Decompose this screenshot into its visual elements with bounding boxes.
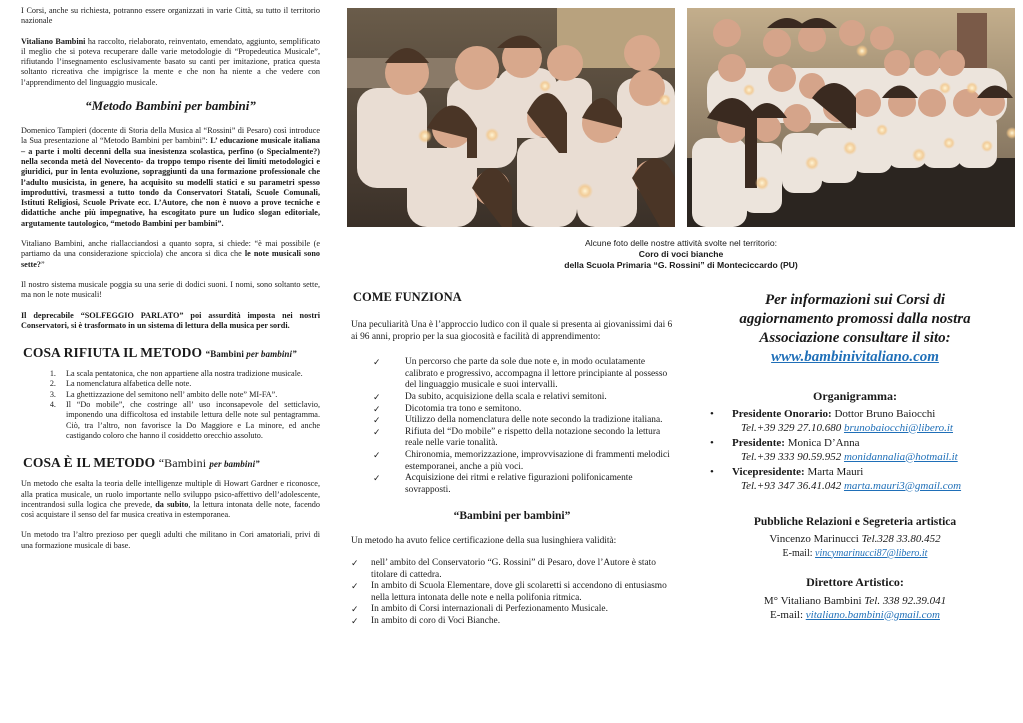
org-contact bbox=[732, 480, 1010, 494]
feature-text: Da subito, acquisizione della scala e relativi semitoni. bbox=[405, 391, 607, 402]
rifiuta-item: 2. La nomenclatura alfabetica delle note. bbox=[58, 379, 320, 389]
bullet-icon: • bbox=[710, 437, 714, 449]
certification-item bbox=[351, 604, 673, 616]
certifications-list bbox=[351, 558, 673, 628]
website-link[interactable]: www.bambinivitaliano.com bbox=[771, 349, 939, 365]
dodici-suoni-paragraph: Il nostro sistema musicale poggia su una serie di dodici suoni. I nomi, sono soltanto sette, ma non le note musicali! bbox=[21, 279, 320, 300]
org-name: Monica D’Anna bbox=[784, 437, 860, 449]
certification-item bbox=[351, 615, 673, 628]
feature-item bbox=[373, 357, 673, 392]
organigramma-list bbox=[700, 408, 1010, 493]
feature-text: Utilizzo della nomenclatura delle note secondo la tradizione italiana. bbox=[405, 415, 663, 426]
rifiuta-list bbox=[21, 369, 320, 441]
direttore-heading: Direttore Artistico: bbox=[806, 575, 904, 589]
author-name: Vitaliano Bambini bbox=[21, 36, 86, 46]
rifiuta-heading-sub2: per bambini” bbox=[246, 349, 297, 360]
feature-item bbox=[373, 403, 673, 416]
checkmark-icon: ✓ bbox=[373, 415, 381, 426]
caption-line-3: della Scuola Primaria “G. Rossini” di Monteciccardo (PU) bbox=[564, 260, 798, 270]
org-email-link[interactable]: marta.mauri3@gmail.com bbox=[843, 479, 962, 492]
rifiuta-item: 1. La scala pentatonica, che non appartiene alla nostra tradizione musicale. bbox=[58, 369, 320, 379]
note-sette-paragraph bbox=[21, 239, 320, 270]
intro-paragraph: I Corsi, anche su richiesta, potranno essere organizzati in varie Città, su tutto il territorio nazionale bbox=[21, 6, 320, 26]
rifiuta-heading-text: COSA RIFIUTA IL METODO bbox=[23, 345, 203, 361]
feature-text: Chironomia, memorizzazione, improvvisazione di frammenti melodici estemporanei, anche a più voci. bbox=[405, 449, 670, 472]
org-member bbox=[700, 437, 1010, 464]
pubbliche-relazioni-heading: Pubbliche Relazioni e Segreteria artistica bbox=[753, 516, 957, 528]
cose-heading-text: COSA È IL METODO bbox=[23, 455, 156, 471]
org-role: Presidente: bbox=[732, 437, 785, 449]
org-tel: Tel.+39 333 90.59.952 bbox=[741, 450, 844, 463]
feature-text: Dicotomia tra tono e semitono. bbox=[405, 403, 522, 414]
bullet-icon: • bbox=[710, 466, 714, 478]
note-sette-end: ” bbox=[41, 259, 45, 269]
rifiuta-heading bbox=[23, 345, 320, 361]
org-tel: Tel.+39 329 27.10.680 bbox=[741, 421, 844, 434]
certification-item bbox=[351, 581, 673, 604]
come-funziona-intro: Una peculiarità Una è l’approccio ludico con il quale si presenta ai giovanissimi dai 6 ai 96 anni, proprio per la sua giocosità e facilità di apprendimento: bbox=[351, 320, 673, 342]
metodo-text-b: , la lettura intonata delle note, facendo così acquistare il senso del far musica creativa in estemporanea. bbox=[21, 499, 320, 520]
org-email-link[interactable]: monidannalia@hotmail.it bbox=[843, 450, 958, 463]
org-name: Dottor Bruno Baiocchi bbox=[831, 408, 936, 420]
org-email-link[interactable]: brunobaiocchi@libero.it bbox=[843, 421, 953, 434]
feature-text: Un percorso che parte da sole due note e, in modo oculatamente calibrato e progressivo, accompagna il lettore principiante al possesso del linguaggio musicale e suoi intervalli. bbox=[405, 357, 668, 391]
dir-name: M° Vitaliano Bambini bbox=[763, 595, 865, 607]
cose-heading-sub2: per bambini” bbox=[209, 459, 260, 470]
cose-heading bbox=[23, 455, 320, 471]
checkmark-icon: ✓ bbox=[351, 581, 359, 592]
tampieri-quote: L’ educazione musicale italiana – a parte i molti decenni della sua inesistenza scolastica, perfino (o Specialmente?) nella seconda metà del Novecento- da troppo tempo risente dei limiti metodologici e giuridici, pur in lenta evoluzione, sopraggiunti da una formazione professionale che l’adulto musicista, in genere, ha acquisito su modelli statici e su parametri spesso improduttivi, trasmessi a tutto tondo da Conservatori Statali, Scuole Comunali, Istituti Religiosi, Scuole Private ecc. L’Autore, che non è nuovo a prove tecniche e didattiche anche più impegnative, ha escogitato pure un ludico slogan editoriale, argutamente tautologico, “metodo Bambini per bambini”. bbox=[21, 136, 320, 228]
certification-text: In ambito di coro di Voci Bianche. bbox=[371, 615, 501, 626]
bullet-icon: • bbox=[710, 408, 714, 420]
info-block bbox=[700, 291, 1010, 367]
come-funziona-heading: COME FUNZIONA bbox=[353, 290, 462, 304]
feature-item bbox=[373, 391, 673, 404]
checkmark-icon: ✓ bbox=[373, 357, 381, 368]
org-role: Vicepresidente: bbox=[732, 466, 805, 478]
middle-column bbox=[351, 290, 673, 627]
pr-contact bbox=[700, 533, 1010, 560]
note-sette-text: Vitaliano Bambini, anche riallacciandosi a quanto sopra, si chiede: “è mai possibile (e partiamo da una considerazione spicciola) che ancora si dica che bbox=[21, 239, 320, 259]
feature-item bbox=[373, 426, 673, 450]
organigramma-heading: Organigramma: bbox=[813, 389, 897, 403]
checkmark-icon: ✓ bbox=[351, 615, 359, 626]
dir-tel: Tel. 338 92.39.041 bbox=[864, 595, 947, 607]
cose-heading-sub1: “Bambini bbox=[158, 456, 210, 471]
checkmark-icon: ✓ bbox=[373, 473, 381, 484]
info-line-1: Per informazioni sui Corsi di bbox=[764, 292, 946, 308]
metodo-paragraph bbox=[21, 479, 320, 520]
rifiuta-heading-sub1: “Bambini bbox=[205, 349, 247, 360]
email-label: E-mail: bbox=[770, 608, 806, 621]
checkmark-icon: ✓ bbox=[373, 449, 381, 460]
certification-intro: Un metodo ha avuto felice certificazione della sua lusinghiera validità: bbox=[351, 536, 617, 547]
org-contact bbox=[732, 422, 1010, 436]
checkmark-icon: ✓ bbox=[351, 557, 359, 568]
left-column bbox=[21, 6, 320, 551]
caption-line-2: Coro di voci bianche bbox=[638, 249, 724, 259]
bambini-paragraph bbox=[21, 37, 320, 88]
pr-name: Vincenzo Marinucci bbox=[769, 533, 862, 545]
info-line-2: aggiornamento promossi dalla nostra bbox=[739, 311, 971, 327]
feature-text: Acquisizione dei ritmi e relative figurazioni polifonicamente sovrapposti. bbox=[405, 473, 633, 495]
email-label: E-mail: bbox=[782, 547, 816, 559]
right-column bbox=[700, 291, 1010, 622]
dir-contact bbox=[700, 595, 1010, 622]
caption-line-1: Alcune foto delle nostre attività svolte nel territorio: bbox=[584, 238, 778, 248]
checkmark-icon: ✓ bbox=[373, 391, 381, 402]
bambini-paragraph-text: ha raccolto, rielaborato, reinventato, emendato, aggiunto, semplificato il meglio che si poteva recuperare dalle varie metodologie di “Propedeutica Musicale”, rifiutando l’insegnamento esclusivamente basato su canti per imitazione, pratica questa soltanto ricreativa che impigrisce la mente e che non ha niente a che vedere con l’apprendimento del linguaggio musicale. bbox=[21, 36, 320, 87]
rifiuta-item: 4. Il “Do mobile”, che costringe all’ uso inconsapevole del setticlavio, imponendo una difficoltosa ed instabile lettura delle note sul pentagramma. Ciò, tra l’altro, non favorisce la Do Maggiore e La minore, ed anche castigando coloro che hanno il cosiddetto orecchio assoluto. bbox=[58, 400, 320, 441]
feature-item bbox=[373, 473, 673, 496]
org-role: Presidente Onorario: bbox=[732, 408, 832, 420]
checkmark-icon: ✓ bbox=[373, 426, 381, 437]
dir-email-link[interactable]: vitaliano.bambini@gmail.com bbox=[805, 608, 940, 621]
org-contact bbox=[732, 451, 1010, 465]
certification-text: In ambito di Corsi internazionali di Perfezionamento Musicale. bbox=[371, 604, 608, 615]
org-tel: Tel.+93 347 36.41.042 bbox=[741, 479, 844, 492]
org-member bbox=[700, 408, 1010, 435]
bambini-per-bambini-heading: “Bambini per bambini” bbox=[453, 510, 571, 523]
rifiuta-item: 3. La ghettizzazione del semitono nell’ ambito delle note” MI-FA”. bbox=[58, 390, 320, 400]
pr-tel: Tel.328 33.80.452 bbox=[861, 533, 941, 545]
certification-text: In ambito di Scuola Elementare, dove gli scolaretti si accendono di entusiasmo nella lettura intonata delle note e nella polifonia ritmica. bbox=[371, 581, 667, 603]
solfeggio-paragraph: Il deprecabile “SOLFEGGIO PARLATO” poi assurdità imposta nei nostri Conservatori, si è trasformato in un sistema di lettura della musica per sordi. bbox=[21, 310, 320, 330]
certification-item bbox=[351, 557, 673, 581]
note-sette-bold: le note musicali sono sette? bbox=[21, 249, 320, 269]
choir-photo-1 bbox=[347, 8, 675, 227]
checkmark-icon: ✓ bbox=[373, 403, 381, 414]
pr-email-link[interactable]: vincymarinucci87@libero.it bbox=[815, 547, 928, 559]
photo-caption bbox=[347, 238, 1015, 271]
tampieri-intro: Domenico Tampieri (docente di Storia della Musica al “Rossini” di Pesaro) così introduce la Sua presentazione al “Metodo Bambini per bambini”: bbox=[21, 126, 320, 146]
metodo-text-bold: da subito bbox=[155, 499, 189, 509]
metodo-heading: “Metodo Bambini per bambini” bbox=[85, 98, 256, 114]
feature-item bbox=[373, 415, 673, 427]
feature-item bbox=[373, 449, 673, 473]
tampieri-paragraph bbox=[21, 126, 320, 229]
feature-text: Rifiuta del “Do mobile” e rispetto della notazione secondo la lettura reale nelle varie tonalità. bbox=[405, 426, 661, 449]
checkmark-icon: ✓ bbox=[351, 604, 359, 615]
info-line-3: Associazione consultare il sito: bbox=[759, 330, 951, 346]
adulti-paragraph: Un metodo tra l’altro prezioso per quegli adulti che militano in Cori amatoriali, privi di una formazione musicale di base. bbox=[21, 530, 320, 550]
features-list bbox=[351, 357, 673, 496]
certification-text: nell’ ambito del Conservatorio “G. Rossini” di Pesaro, dove l’Autore è stato titolare di cattedra. bbox=[371, 557, 656, 580]
org-name: Marta Mauri bbox=[804, 466, 864, 478]
metodo-text-a: Un metodo che esalta la teoria delle intelligenze multiple di Howart Gardner e riconosce, alla pratica musicale, un ruolo importante nello sviluppo psico-affettivo dell’adolescente, incentrandosi sulla logica che prevede, bbox=[21, 479, 320, 509]
org-member bbox=[700, 466, 1010, 493]
choir-photo-2 bbox=[687, 8, 1015, 227]
